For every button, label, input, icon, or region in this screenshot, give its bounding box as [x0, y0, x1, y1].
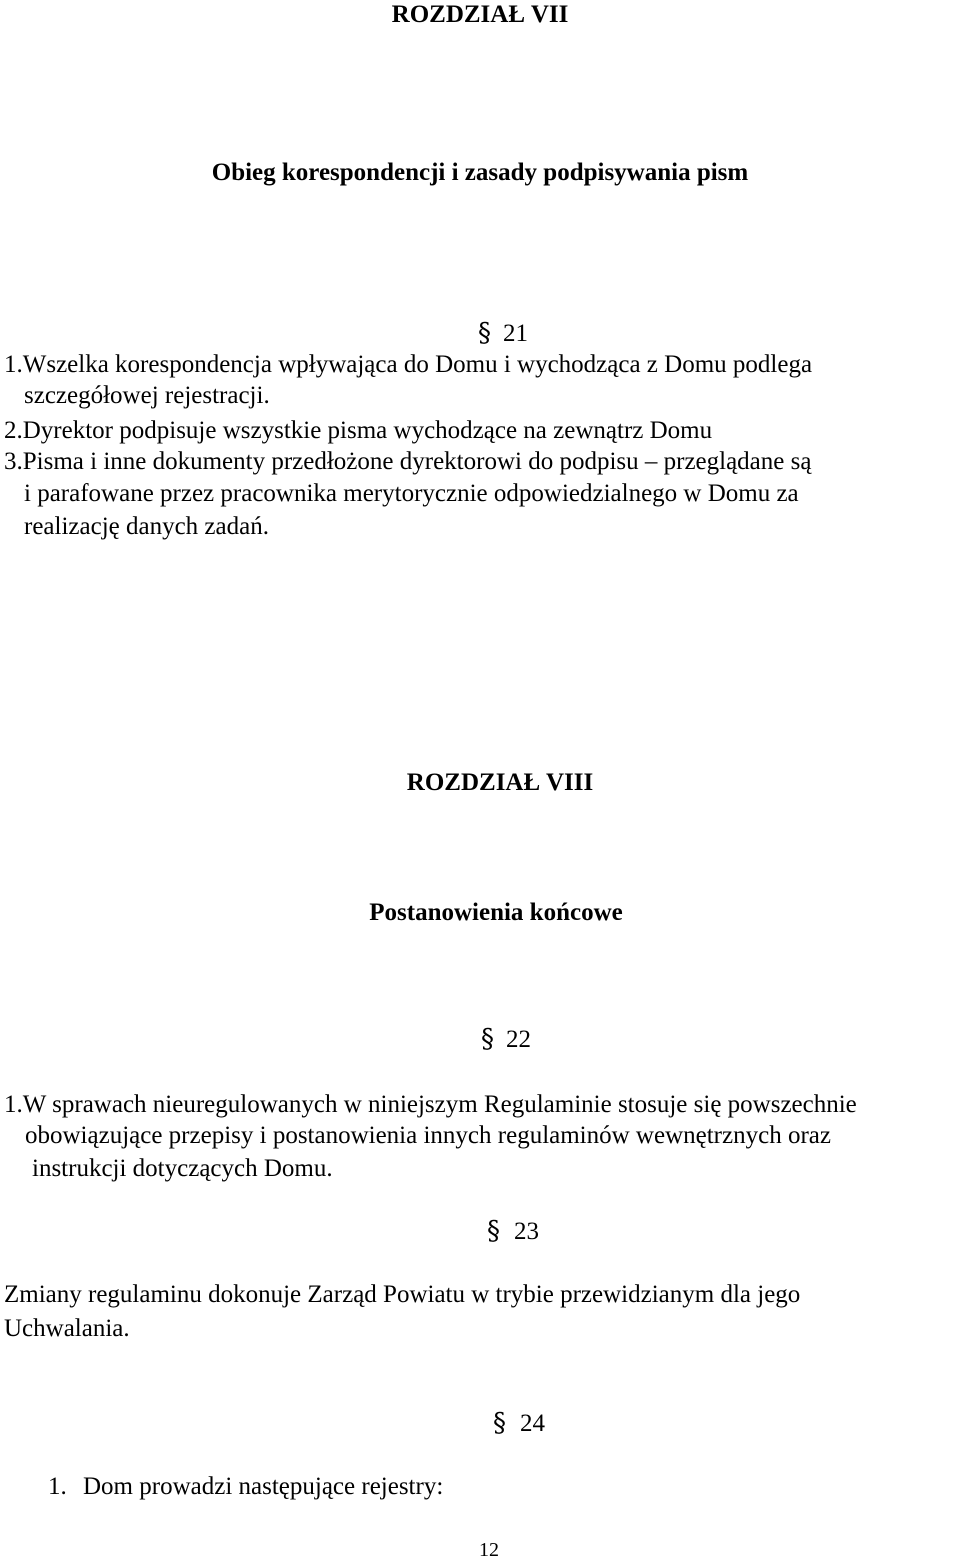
section-symbol: §: [493, 1408, 506, 1438]
paragraph-line: realizację danych zadań.: [24, 513, 269, 540]
chapter-8-heading: ROZDZIAŁ VIII: [406, 769, 594, 796]
paragraph-line: Dom prowadzi następujące rejestry:: [83, 1473, 444, 1500]
paragraph-line: W sprawach nieuregulowanych w niniejszym Regulaminie stosuje się powszechnie: [22, 1091, 857, 1118]
chapter-7-heading: ROZDZIAŁ VII: [391, 1, 569, 28]
chapter-8-title: Postanowienia końcowe: [369, 899, 623, 926]
list-item: [4, 449, 811, 474]
paragraph-line: Wszelka korespondencja wpływająca do Domu i wychodząca z Domu podlega: [22, 351, 813, 378]
paragraph-line: Dyrektor podpisuje wszystkie pisma wychodzące na zewnątrz Domu: [22, 417, 713, 444]
paragraph-line: instrukcji dotyczących Domu.: [32, 1155, 333, 1182]
list-marker: 3.: [4, 448, 23, 475]
list-marker: 1.: [4, 351, 23, 378]
paragraph-line: Zmiany regulaminu dokonuje Zarząd Powiatu w trybie przewidzianym dla jego: [4, 1281, 801, 1308]
list-item: [4, 1092, 857, 1117]
list-marker: 1.: [4, 1091, 23, 1118]
paragraph-line: Uchwalania.: [4, 1315, 130, 1342]
list-marker: 1.: [48, 1473, 67, 1500]
section-22-label: [481, 1026, 531, 1052]
section-number: 22: [506, 1026, 531, 1053]
list-marker: 2.: [4, 417, 23, 444]
paragraph-line: i parafowane przez pracownika merytorycznie odpowiedzialnego w Domu za: [24, 480, 799, 507]
section-symbol: §: [481, 1024, 494, 1054]
section-number: 21: [503, 320, 528, 347]
page-number: 12: [479, 1539, 499, 1561]
list-item: [48, 1474, 443, 1499]
paragraph-line: szczegółowej rejestracji.: [24, 382, 270, 409]
section-21-label: [478, 320, 528, 346]
section-number: 24: [520, 1410, 545, 1437]
chapter-7-title: Obieg korespondencji i zasady podpisywania pism: [211, 159, 749, 186]
paragraph-line: obowiązujące przepisy i postanowienia innych regulaminów wewnętrznych oraz: [25, 1122, 831, 1149]
section-symbol: §: [487, 1216, 500, 1246]
paragraph-line: Pisma i inne dokumenty przedłożone dyrektorowi do podpisu – przeglądane są: [22, 448, 812, 475]
section-24-label: [493, 1410, 545, 1436]
section-number: 23: [514, 1218, 539, 1245]
list-item: [4, 418, 712, 443]
section-symbol: §: [478, 318, 491, 348]
section-23-label: [487, 1218, 539, 1244]
list-item: [4, 352, 812, 377]
